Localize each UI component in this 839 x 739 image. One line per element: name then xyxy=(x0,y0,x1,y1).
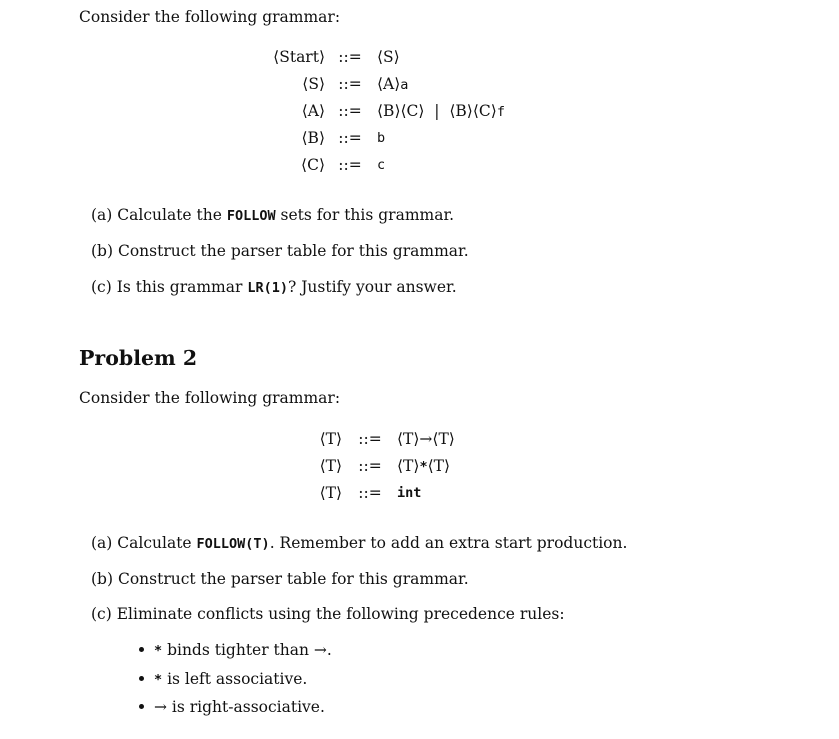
rule-rhs: int xyxy=(397,485,422,501)
rule-op: ::= xyxy=(338,102,362,120)
precedence-rule xyxy=(139,698,325,716)
rule-text: is left associative. xyxy=(162,670,308,688)
part-code: FOLLOW(T) xyxy=(196,536,270,552)
problem1-part-c xyxy=(91,278,457,296)
part-label: (b) xyxy=(91,570,114,588)
rule-op: ::= xyxy=(338,129,362,147)
part-code: FOLLOW xyxy=(226,208,276,224)
rule-lhs: ⟨C⟩ xyxy=(301,156,325,174)
part-text: Eliminate conflicts using the following precedence rules: xyxy=(116,605,565,623)
precedence-rule xyxy=(139,670,307,688)
part-label: (c) xyxy=(91,605,112,623)
bullet-icon xyxy=(139,704,144,709)
bullet-icon xyxy=(139,647,144,652)
part-label: (b) xyxy=(91,242,114,260)
rule-op: ::= xyxy=(338,75,362,93)
part-text: Calculate the xyxy=(117,206,227,224)
rule-lhs: ⟨S⟩ xyxy=(302,75,325,93)
rule-op: ::= xyxy=(338,48,362,66)
problem2-part-a xyxy=(91,534,627,552)
rule-op: ::= xyxy=(338,156,362,174)
part-text: Construct the parser table for this grammar. xyxy=(117,570,469,588)
part-text: ? Justify your answer. xyxy=(287,278,457,296)
rule-rhs: b xyxy=(377,130,386,146)
rule-lhs: ⟨T⟩ xyxy=(319,484,342,502)
rule-lhs: ⟨B⟩ xyxy=(301,129,325,147)
rule-lhs: ⟨Start⟩ xyxy=(273,48,325,66)
rule-op: ::= xyxy=(358,430,382,448)
problem1-intro: Consider the following grammar: xyxy=(79,8,341,26)
part-label: (a) xyxy=(91,206,113,224)
rule-rhs: ⟨T⟩*⟨T⟩ xyxy=(397,457,451,475)
rule-lhs: ⟨A⟩ xyxy=(301,102,325,120)
part-text: Is this grammar xyxy=(116,278,248,296)
rule-rhs: ⟨B⟩⟨C⟩ | ⟨B⟩⟨C⟩f xyxy=(377,102,505,120)
problem2-heading: Problem 2 xyxy=(79,346,198,370)
rule-text: binds tighter than →. xyxy=(162,641,332,659)
problem2-part-c xyxy=(91,605,565,623)
precedence-rule xyxy=(139,641,332,659)
part-label: (a) xyxy=(91,534,113,552)
rule-symbol: → xyxy=(154,698,167,716)
rule-symbol: * xyxy=(154,672,163,688)
bullet-icon xyxy=(139,676,144,681)
rule-op: ::= xyxy=(358,484,382,502)
rule-rhs: c xyxy=(377,157,386,173)
rule-rhs: ⟨T⟩→⟨T⟩ xyxy=(397,430,455,448)
rule-lhs: ⟨T⟩ xyxy=(319,457,342,475)
rule-op: ::= xyxy=(358,457,382,475)
problem1-part-a xyxy=(91,206,454,224)
rule-text: is right-associative. xyxy=(167,698,325,716)
part-text: sets for this grammar. xyxy=(275,206,455,224)
part-text: Construct the parser table for this grammar. xyxy=(117,242,469,260)
rule-symbol: * xyxy=(154,643,163,659)
part-label: (c) xyxy=(91,278,112,296)
rule-lhs: ⟨T⟩ xyxy=(319,430,342,448)
part-code: LR(1) xyxy=(247,280,288,296)
rule-rhs: ⟨S⟩ xyxy=(377,48,400,66)
rule-rhs: ⟨A⟩a xyxy=(377,75,409,93)
part-text: . Remember to add an extra start production. xyxy=(269,534,628,552)
problem2-intro: Consider the following grammar: xyxy=(79,389,341,407)
problem1-part-b xyxy=(91,242,469,260)
problem2-part-b xyxy=(91,570,469,588)
part-text: Calculate xyxy=(117,534,197,552)
